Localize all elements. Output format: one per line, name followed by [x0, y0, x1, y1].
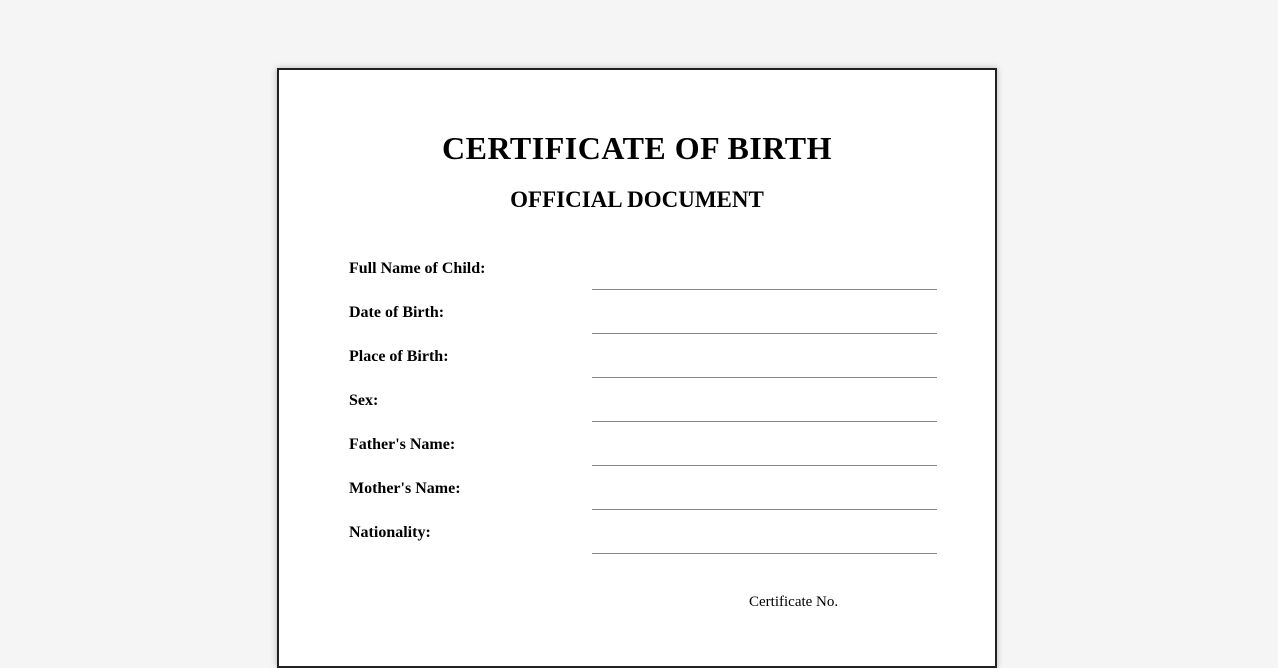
field-row-mothers-name [349, 472, 939, 516]
field-row-full-name [349, 252, 939, 296]
certificate-subtitle: OFFICIAL DOCUMENT [510, 187, 764, 212]
field-row-date-of-birth [349, 296, 939, 340]
field-line-date-of-birth [592, 333, 937, 334]
field-line-place-of-birth [592, 377, 937, 378]
certificate-fields [349, 252, 939, 560]
certificate-number-label: Certificate No. [749, 594, 839, 610]
field-row-nationality [349, 516, 939, 560]
field-row-sex [349, 384, 939, 428]
field-row-fathers-name [349, 428, 939, 472]
field-label-fathers-name: Father's Name: [349, 436, 456, 453]
field-line-sex [592, 421, 937, 422]
field-label-date-of-birth: Date of Birth: [349, 304, 445, 321]
field-label-place-of-birth: Place of Birth: [349, 348, 449, 365]
field-row-place-of-birth [349, 340, 939, 384]
field-line-nationality [592, 553, 937, 554]
field-label-sex: Sex: [349, 392, 379, 409]
field-label-mothers-name: Mother's Name: [349, 480, 461, 497]
field-label-nationality: Nationality: [349, 524, 431, 541]
certificate-title: CERTIFICATE OF BIRTH [441, 130, 833, 166]
field-line-fathers-name [592, 465, 937, 466]
field-label-full-name: Full Name of Child: [349, 260, 486, 277]
birth-certificate [277, 68, 997, 668]
field-line-full-name [592, 289, 937, 290]
field-line-mothers-name [592, 509, 937, 510]
